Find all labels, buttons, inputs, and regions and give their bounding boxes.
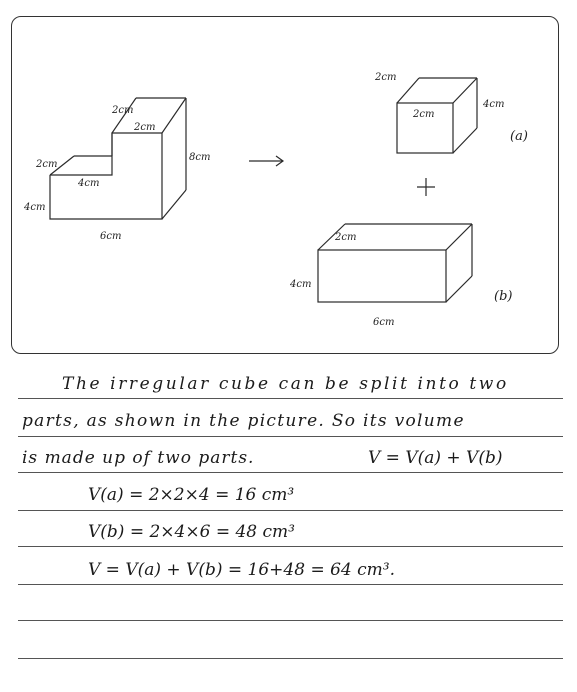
ruled-line [18,658,563,659]
ruled-line [18,546,563,547]
label-front-height: 4cm [24,202,46,213]
label-height: 8cm [189,152,211,163]
label-a-depth: 2cm [375,72,397,83]
calc-volume-b: V(b) = 2×4×6 = 48 cm³ [88,522,295,542]
label-b-height: 4cm [290,279,312,290]
label-step-width: 4cm [78,178,100,189]
ruled-line [18,584,563,585]
tag-b: (b) [494,289,513,304]
plus-icon [417,178,435,196]
calc-total-volume: V = V(a) + V(b) = 16+48 = 64 cm³. [88,560,395,580]
ruled-line [18,398,563,399]
text-line-2: parts, as shown in the picture. So its volume [22,411,465,431]
label-a-width: 2cm [413,109,435,120]
calc-volume-a: V(a) = 2×2×4 = 16 cm³ [88,485,295,505]
ruled-line [18,620,563,621]
ruled-line [18,472,563,473]
ruled-line [18,436,563,437]
label-step-depth: 2cm [36,159,58,170]
ruled-line [18,510,563,511]
text-line-3: is made up of two parts. [22,448,255,468]
label-b-base: 6cm [373,317,395,328]
label-top-depth: 2cm [112,105,134,116]
tag-a: (a) [510,129,528,144]
part-a-cube [397,78,477,153]
label-top-width: 2cm [134,122,156,133]
label-base: 6cm [100,231,122,242]
label-b-depth: 2cm [335,232,357,243]
text-line-1: The irregular cube can be split into two [62,374,509,394]
irregular-solid [50,98,186,219]
arrow-icon [249,156,283,166]
label-a-height: 4cm [483,99,505,110]
text-line-3-formula: V = V(a) + V(b) [368,448,503,468]
